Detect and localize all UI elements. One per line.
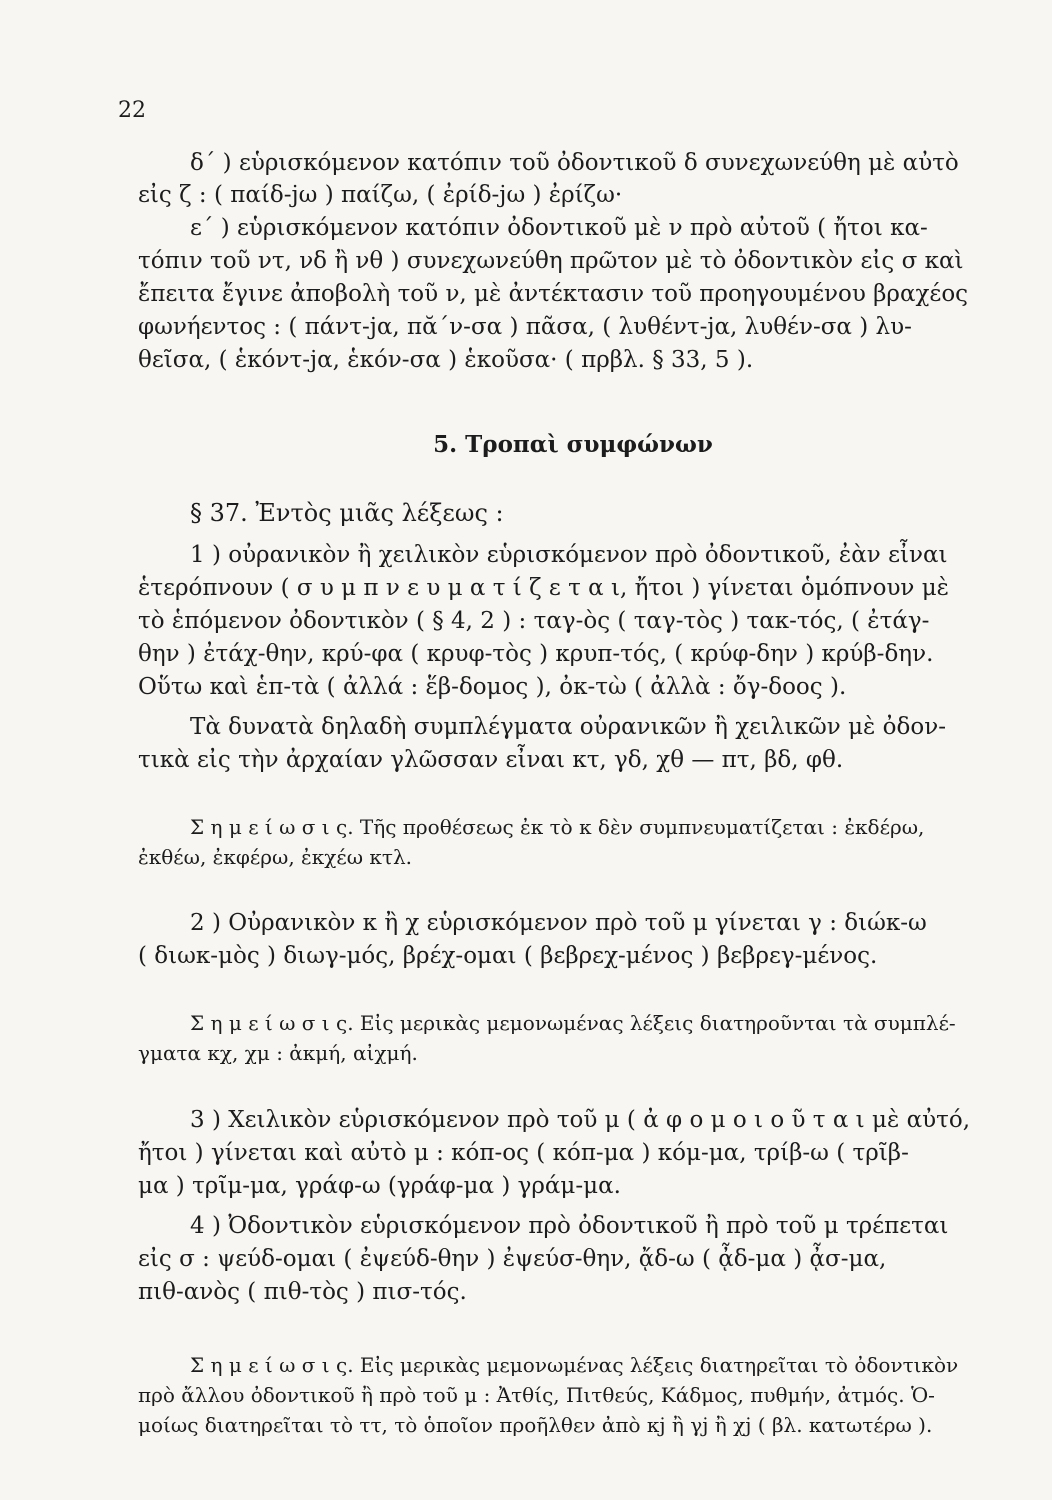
text-line: εἰς ζ : ( παίδ-jω ) παίζω, ( ἐρίδ-jω ) ἐρίζω· — [138, 182, 623, 208]
text-line: θεῖσα, ( ἑκόντ-jα, ἑκόν-σα ) ἑκοῦσα· ( πρβλ. § 33, 5 ). — [138, 347, 754, 373]
text-line: τόπιν τοῦ ντ, νδ ἢ νθ ) συνεχωνεύθη πρῶτον μὲ τὸ ὀδοντικὸν εἰς σ καὶ — [138, 248, 964, 274]
text-line: ( διωκ-μὸς ) διωγ-μός, βρέχ-ομαι ( βεβρεχ-μένος ) βεβρεγ-μένος. — [138, 943, 878, 969]
text-line: ἑτερόπνουν ( σ υ μ π ν ε υ μ α τ ί ζ ε τ α ι, ἤτοι ) γίνεται ὁμόπνουν μὲ — [138, 575, 950, 601]
note-line: ἐκθέω, ἐκφέρω, ἐκχέω κτλ. — [138, 845, 413, 869]
text-line: δ´ ) εὑρισκόμενον κατόπιν τοῦ ὀδοντικοῦ δ συνεχωνεύθη μὲ αὐτὸ — [190, 150, 959, 176]
text-line: τικὰ εἰς τὴν ἀρχαίαν γλῶσσαν εἶναι κτ, γδ, χθ — πτ, βδ, φθ. — [138, 747, 844, 773]
text-line: ἤτοι ) γίνεται καὶ αὐτὸ μ : κόπ-ος ( κόπ-μα ) κόμ-μα, τρίβ-ω ( τρῖβ- — [138, 1140, 909, 1166]
paragraph-heading: § 37. Ἐντὸς μιᾶς λέξεως : — [190, 499, 504, 527]
text-line: 1 ) οὐρανικὸν ἢ χειλικὸν εὑρισκόμενον πρὸ ὀδοντικοῦ, ἐὰν εἶναι — [190, 542, 948, 568]
text-line: 2 ) Οὐρανικὸν κ ἢ χ εὑρισκόμενον πρὸ τοῦ μ γίνεται γ : διώκ-ω — [190, 910, 927, 936]
text-line: 3 ) Χειλικὸν εὑρισκόμενον πρὸ τοῦ μ ( ἀ φ ο μ ο ι ο ῦ τ α ι μὲ αὐτό, — [190, 1107, 971, 1133]
text-line: φωνήεντος : ( πάντ-jα, πᾰ΄ν-σα ) πᾶσα, ( λυθέντ-jα, λυθέν-σα ) λυ- — [138, 314, 912, 340]
page-number: 22 — [118, 98, 146, 123]
text-line: ε´ ) εὑρισκόμενον κατόπιν ὀδοντικοῦ μὲ ν πρὸ αὐτοῦ ( ἤτοι κα- — [190, 215, 928, 241]
text-line: 4 ) Ὀδοντικὸν εὑρισκόμενον πρὸ ὀδοντικοῦ ἢ πρὸ τοῦ μ τρέπεται — [190, 1213, 949, 1239]
text-line: πιθ-ανὸς ( πιθ-τὸς ) πισ-τός. — [138, 1279, 467, 1305]
note-line: Σ η μ ε ί ω σ ι ς. Τῆς προθέσεως ἐκ τὸ κ δὲν συμπνευματίζεται : ἐκδέρω, — [190, 815, 925, 839]
note-line: γματα κχ, χμ : ἀκμή, αἰχμή. — [138, 1041, 418, 1065]
text-line: μα ) τρῖμ-μα, γράφ-ω (γράφ-μα ) γράμ-μα. — [138, 1173, 621, 1199]
note-line: Σ η μ ε ί ω σ ι ς. Εἰς μερικὰς μεμονωμένας λέξεις διατηρεῖται τὸ ὀδοντικὸν — [190, 1353, 959, 1377]
text-line: εἰς σ : ψεύδ-ομαι ( ἐψεύδ-θην ) ἐψεύσ-θην, ᾄδ-ω ( ᾆδ-μα ) ᾆσ-μα, — [138, 1246, 887, 1272]
text-line: Τὰ δυνατὰ δηλαδὴ συμπλέγματα οὐρανικῶν ἢ χειλικῶν μὲ ὀδον- — [190, 714, 946, 740]
text-line: θην ) ἐτάχ-θην, κρύ-φα ( κρυφ-τὸς ) κρυπ-τός, ( κρύφ-δην ) κρύβ-δην. — [138, 641, 934, 667]
section-heading: 5. Τροπαὶ συμφώνων — [433, 431, 713, 458]
text-line: ἔπειτα ἔγινε ἀποβολὴ τοῦ ν, μὲ ἀντέκτασιν τοῦ προηγουμένου βραχέος — [138, 281, 969, 307]
note-line: μοίως διατηρεῖται τὸ ττ, τὸ ὁποῖον προῆλθεν ἀπὸ κj ἢ γj ἢ χj ( βλ. κατωτέρω ). — [138, 1413, 933, 1437]
note-line: Σ η μ ε ί ω σ ι ς. Εἰς μερικὰς μεμονωμένας λέξεις διατηροῦνται τὰ συμπλέ- — [190, 1011, 956, 1035]
text-line: τὸ ἑπόμενον ὀδοντικὸν ( § 4, 2 ) : ταγ-ὸς ( ταγ-τὸς ) τακ-τός, ( ἐτάγ- — [138, 608, 930, 634]
note-line: πρὸ ἄλλου ὀδοντικοῦ ἢ πρὸ τοῦ μ : Ἀτθίς, Πιτθεύς, Κάδμος, πυθμήν, ἀτμός. Ὁ- — [138, 1383, 935, 1407]
text-line: Οὕτω καὶ ἑπ-τὰ ( ἀλλά : ἕβ-δομος ), ὀκ-τὼ ( ἀλλὰ : ὄγ-δοος ). — [138, 674, 847, 700]
